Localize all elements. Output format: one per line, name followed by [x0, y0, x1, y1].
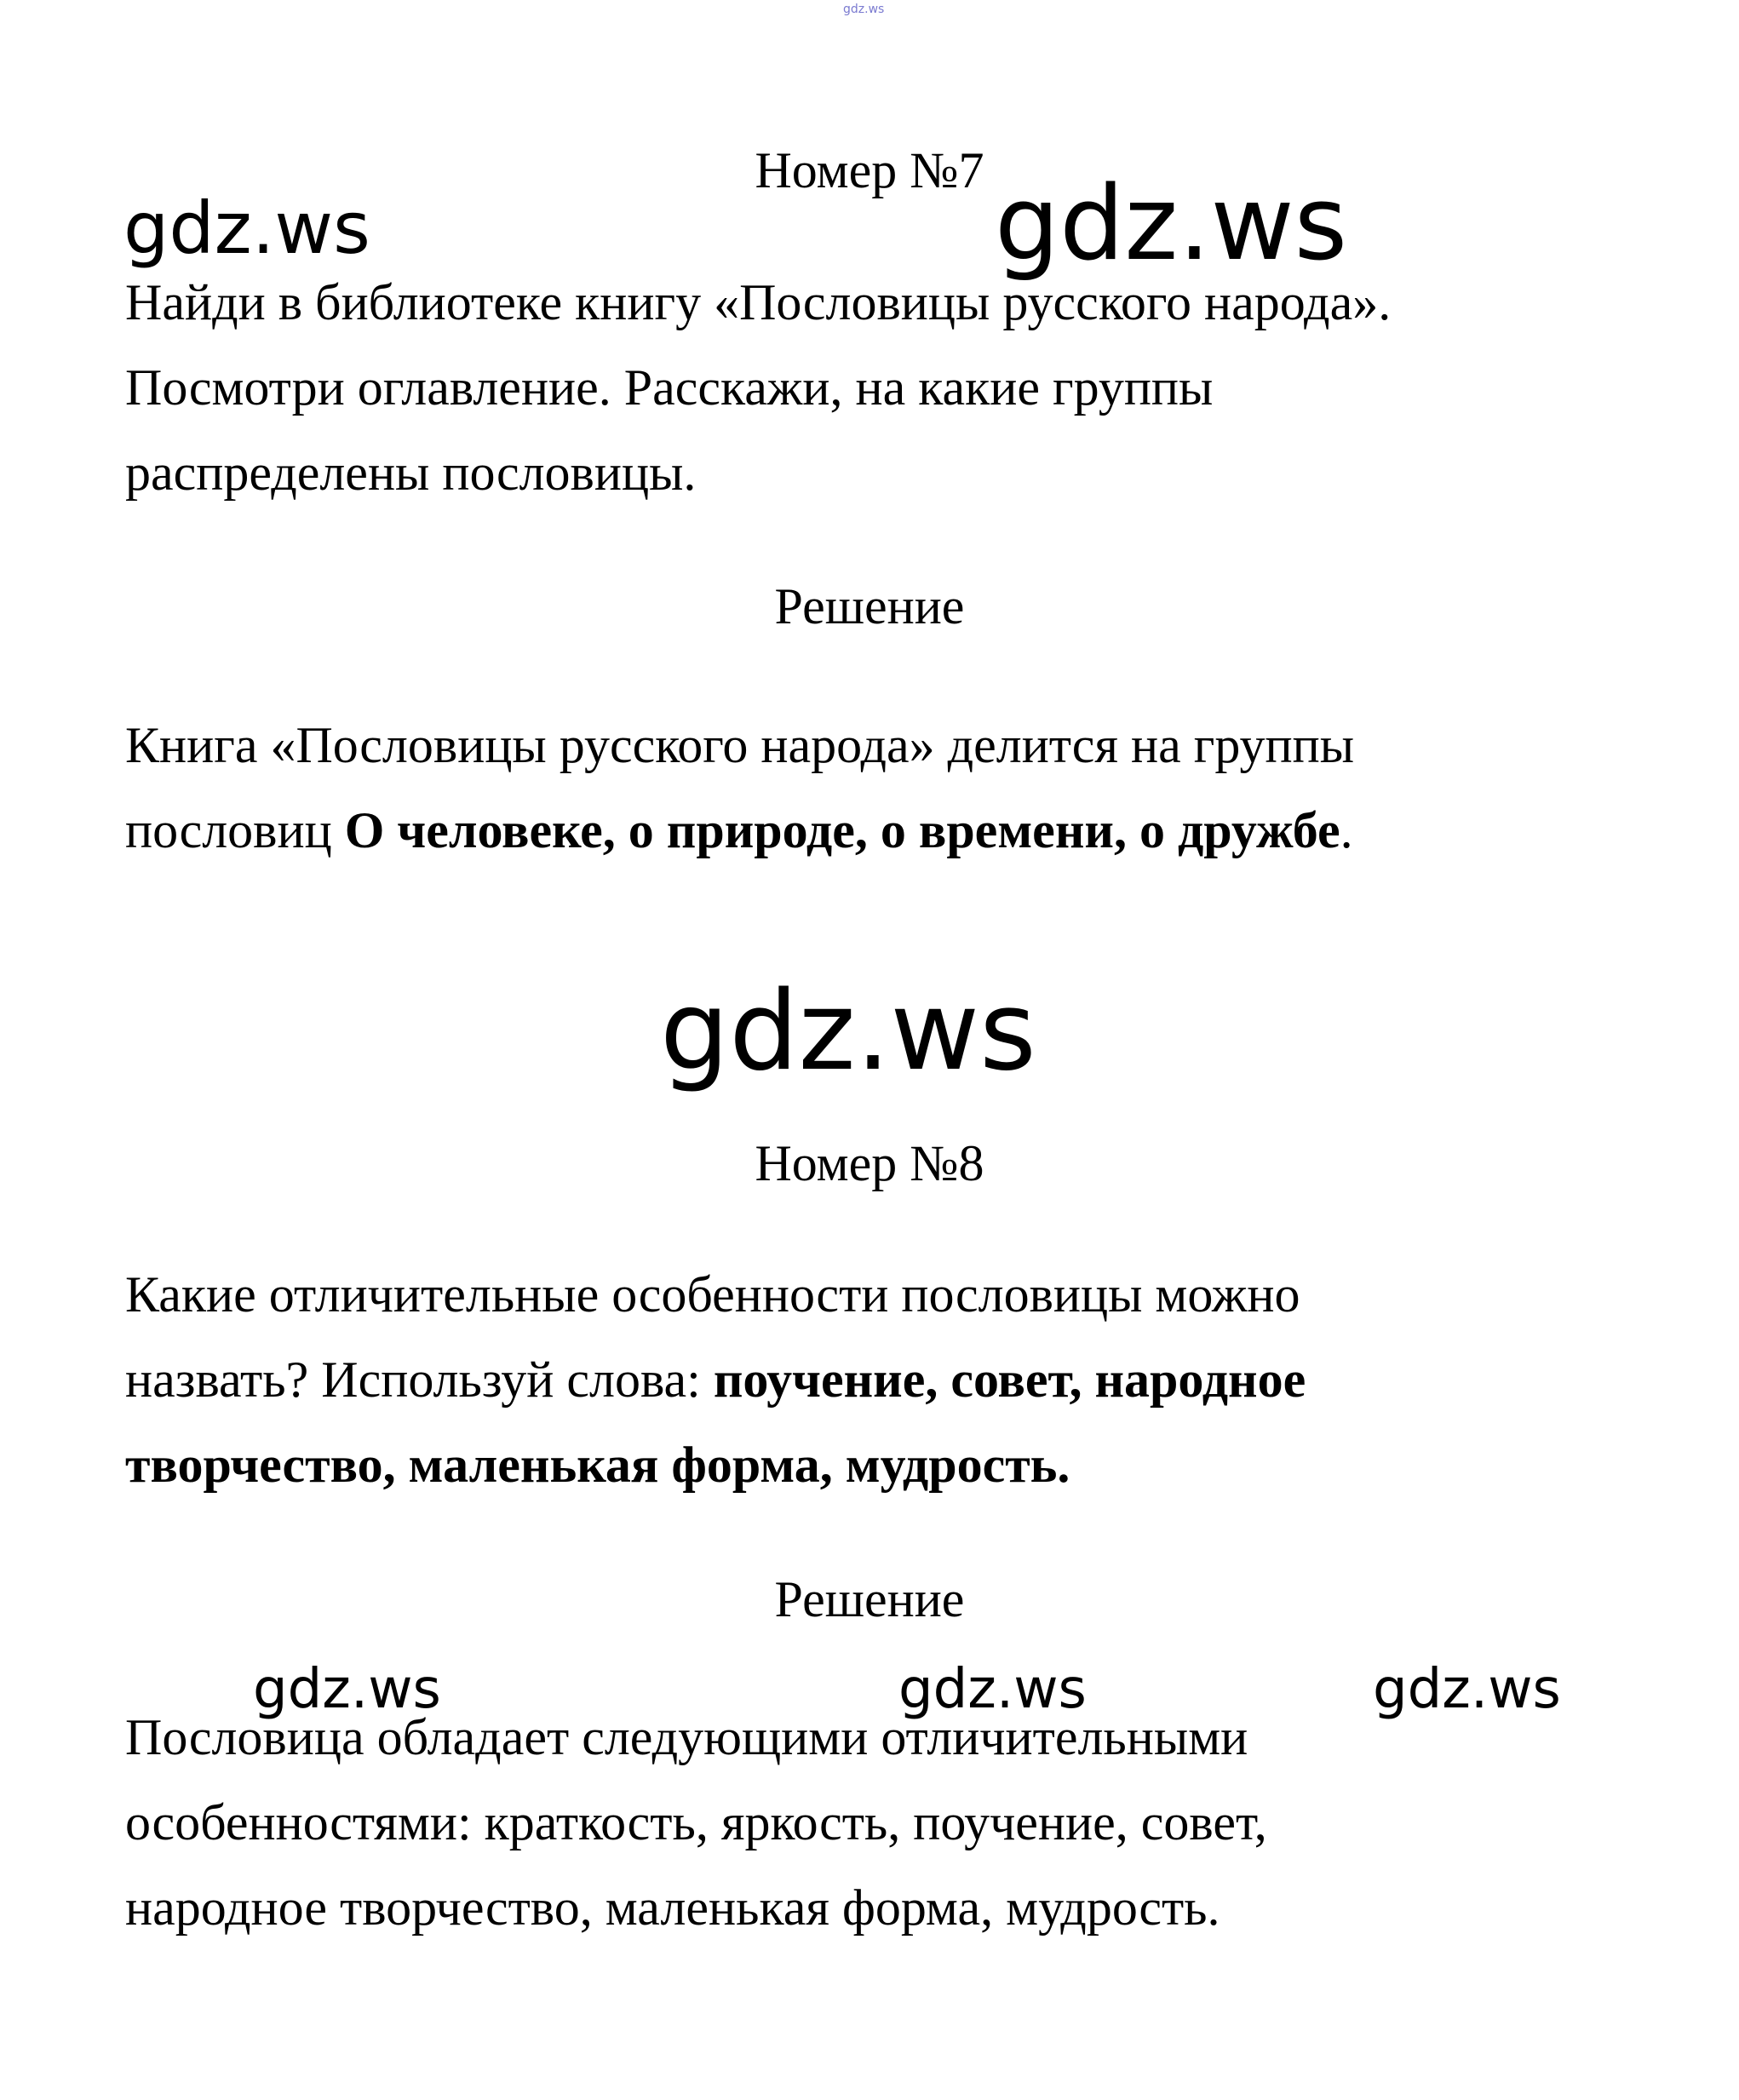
- task7-answer-groups: О человеке, о природе, о времени, о дружбе: [344, 802, 1340, 858]
- task8-question-prefix: назвать? Используй слова:: [125, 1351, 714, 1408]
- task7-answer: [125, 703, 1624, 873]
- watermark-top-small: gdz.ws: [843, 3, 885, 16]
- task8-answer-line: народное творчество, маленькая форма, мудрость.: [125, 1879, 1220, 1936]
- task8-answer-line: особенностями: краткость, яркость, поучение, совет,: [125, 1794, 1267, 1850]
- task8-question-line: [125, 1422, 1624, 1507]
- task7-question-line: распределены пословицы.: [125, 445, 697, 501]
- task7-title: Номер №7: [755, 142, 984, 198]
- task7-answer-line: Книга «Пословицы русского народа» делится на группы: [125, 717, 1355, 773]
- watermark-top-left: gdz.ws: [123, 186, 370, 270]
- task8-question: [125, 1252, 1624, 1507]
- task8-question-keywords: поучение, совет, народное: [713, 1351, 1306, 1408]
- task7-answer-suffix: .: [1340, 802, 1353, 858]
- watermark-bottom-right: gdz.ws: [1373, 1658, 1561, 1721]
- watermark-bottom-center: gdz.ws: [898, 1658, 1087, 1721]
- task7-answer-prefix: пословиц: [125, 802, 345, 858]
- watermark-top-right: gdz.ws: [995, 165, 1348, 284]
- watermark-middle: gdz.ws: [660, 968, 1036, 1095]
- task8-answer: [125, 1695, 1624, 1950]
- task8-question-line: Какие отличительные особенности пословицы можно: [125, 1266, 1300, 1323]
- task7-answer-line: [125, 788, 1624, 873]
- task7-question: [125, 260, 1624, 515]
- watermark-bottom-left: gdz.ws: [253, 1658, 441, 1721]
- task8-answer-line: Пословица обладает следующими отличительными: [125, 1709, 1248, 1765]
- task8-title: Номер №8: [755, 1135, 984, 1191]
- task7-solution-heading: Решение: [774, 578, 965, 634]
- task7-question-line: Найди в библиотеке книгу «Пословицы русского народа».: [125, 274, 1392, 330]
- task8-question-line: [125, 1337, 1624, 1422]
- task7-question-line: Посмотри оглавление. Расскажи, на какие группы: [125, 359, 1214, 416]
- task8-question-keywords-cont: творчество, маленькая форма, мудрость.: [125, 1437, 1070, 1493]
- task8-solution-heading: Решение: [774, 1571, 965, 1627]
